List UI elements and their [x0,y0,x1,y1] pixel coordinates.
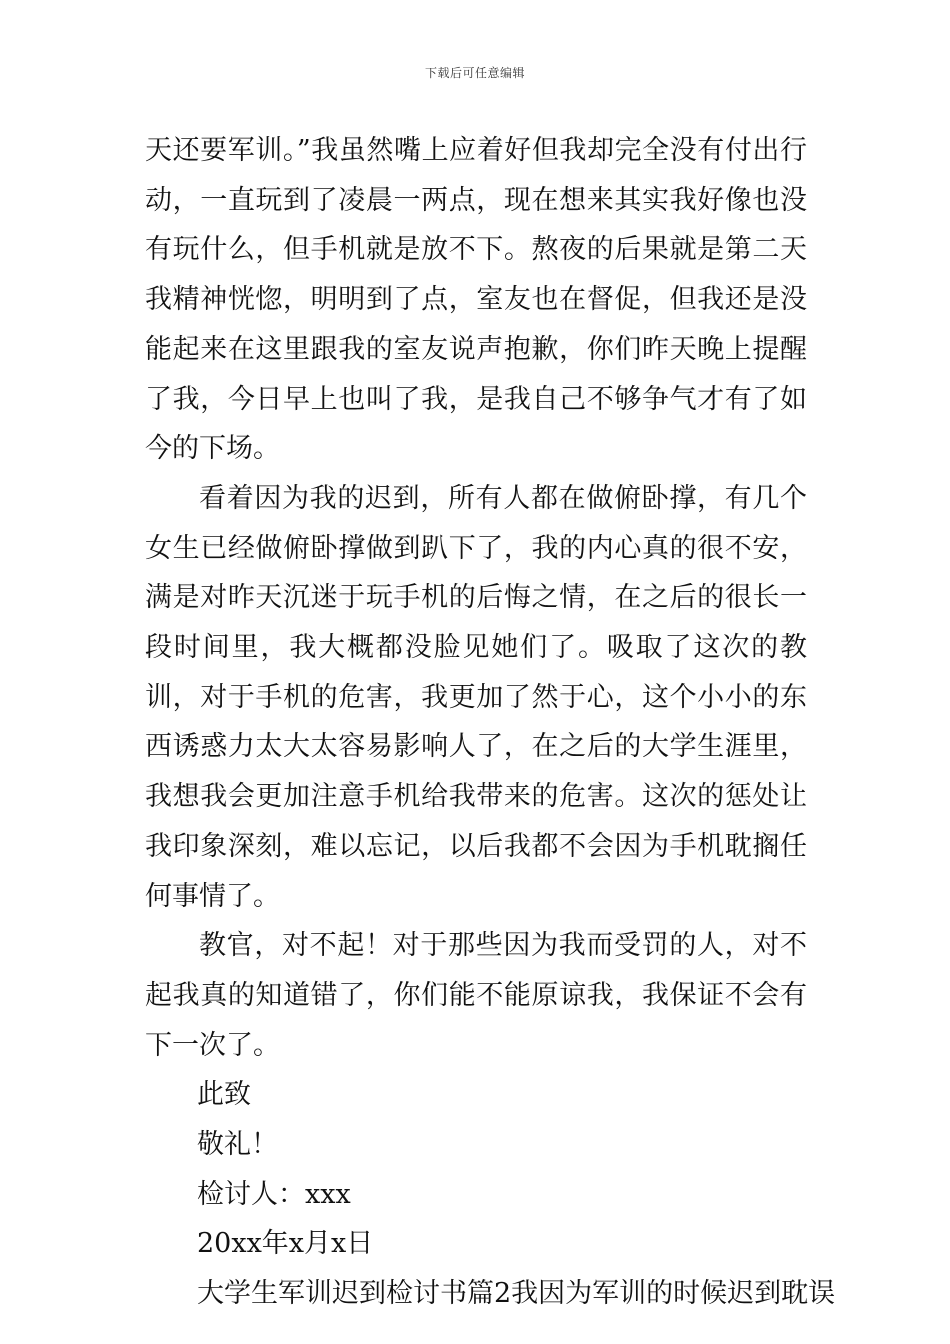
paragraph-1: 天还要军训。”我虽然嘴上应着好但我却完全没有付出行动，一直玩到了凌晨一两点，现在想来其实我好像也没有玩什么，但手机就是放不下。熬夜的后果就是第二天我精神恍惚，明明到了点，室友也在督促，但我还是没能起来在这里跟我的室友说声抱歉，你们昨天晚上提醒了我，今日早上也叫了我，是我自己不够争气才有了如今的下场。 [145,135,807,465]
paragraph-3: 教官，对不起！对于那些因为我而受罚的人，对不起我真的知道错了，你们能不能原谅我，我保证不会有下一次了。 [145,930,807,1061]
document-body [145,126,836,1319]
signer-line: 检讨人：xxx [197,1178,351,1210]
page-header-note: 下载后可任意编辑 [424,66,525,80]
date-line: 20xx年x月x日 [197,1228,374,1260]
paragraph-2: 看着因为我的迟到，所有人都在做俯卧撑，有几个女生已经做俯卧撑做到趴下了，我的内心真的很不安，满是对昨天沉迷于玩手机的后悔之情，在之后的很长一段时间里，我大概都没脸见她们了。吸取了这次的教训，对于手机的危害，我更加了然于心，这个小小的东西诱惑力太大太容易影响人了，在之后的大学生涯里，我想我会更加注意手机给我带来的危害。这次的惩处让我印象深刻，难以忘记，以后我都不会因为手机耽搁任何事情了。 [145,482,807,912]
closing-salutation-2: 敬礼！ [197,1129,278,1161]
closing-salutation-1: 此致 [197,1079,251,1111]
next-section-title: 大学生军训迟到检讨书篇2我因为军训的时候迟到耽误 [197,1278,836,1310]
